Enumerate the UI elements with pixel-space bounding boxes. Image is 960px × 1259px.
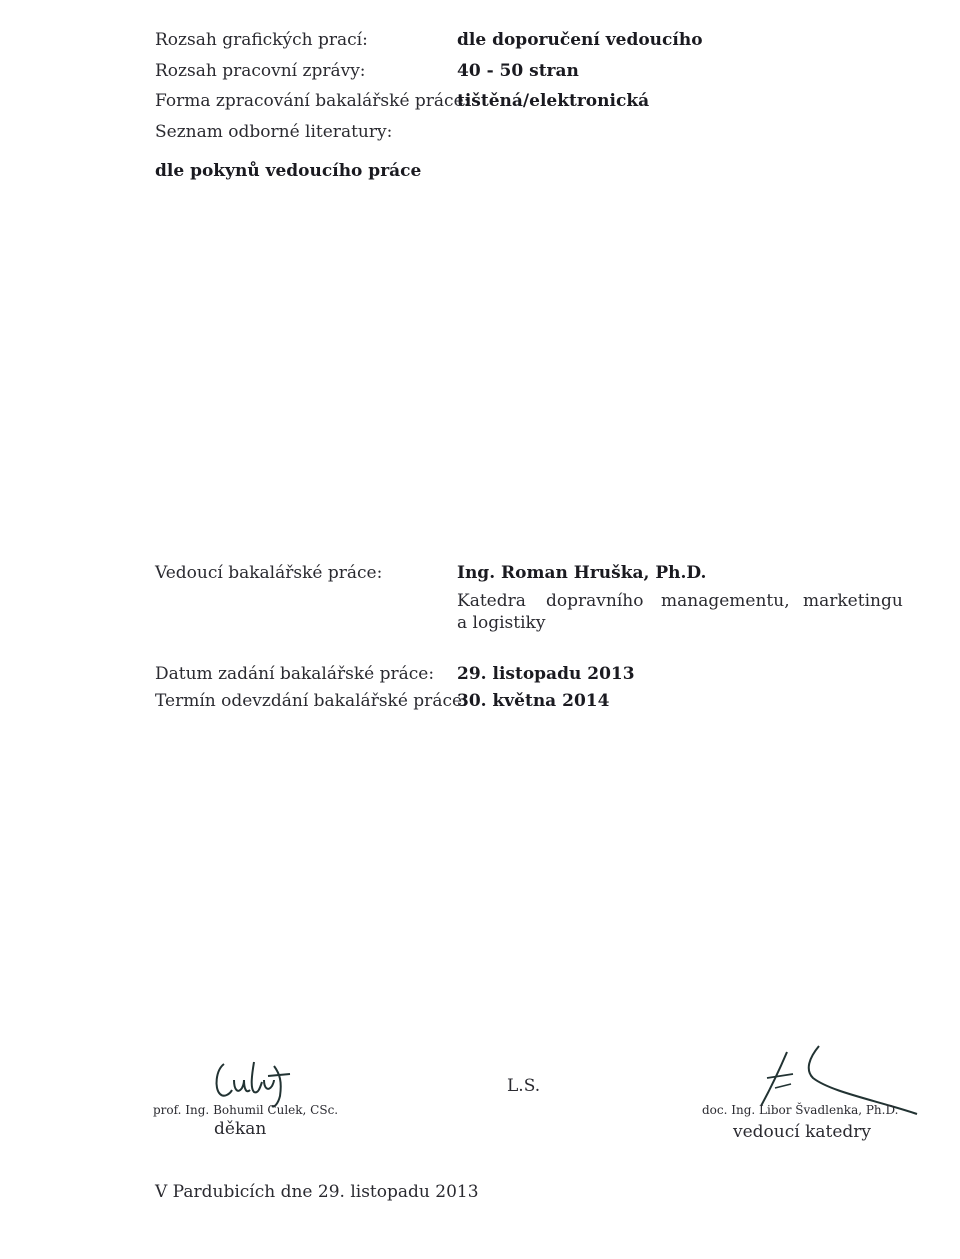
- label-deadline-date: Termín odevzdání bakalářské práce:: [155, 691, 468, 711]
- place-date: V Pardubicích dne 29. listopadu 2013: [155, 1182, 479, 1202]
- supervisor-department-word-2: dopravního: [546, 591, 644, 611]
- label-literature: Seznam odborné literatury:: [155, 122, 393, 142]
- value-report-scope: 40 - 50 stran: [457, 61, 579, 81]
- seal-placeholder: L.S.: [507, 1076, 541, 1096]
- literature-note: dle pokynů vedoucího práce: [155, 161, 422, 181]
- label-assigned-date: Datum zadání bakalářské práce:: [155, 664, 435, 684]
- head-title: vedoucí katedry: [733, 1122, 872, 1142]
- label-supervisor: Vedoucí bakalářské práce:: [155, 563, 383, 583]
- dean-signature: [210, 1052, 300, 1110]
- head-name: doc. Ing. Libor Švadlenka, Ph.D.: [702, 1103, 899, 1117]
- label-graphic-scope: Rozsah grafických prací:: [155, 30, 368, 50]
- supervisor-department-cont: a logistiky: [457, 613, 546, 633]
- supervisor-department-word-4: marketingu: [803, 591, 903, 611]
- deadline-date: 30. května 2014: [457, 691, 610, 711]
- supervisor-department-word-3: managementu,: [661, 591, 790, 611]
- supervisor-department-word-1: Katedra: [457, 591, 526, 611]
- assigned-date: 29. listopadu 2013: [457, 664, 635, 684]
- label-thesis-form: Forma zpracování bakalářské práce:: [155, 91, 470, 111]
- value-thesis-form: tištěná/elektronická: [457, 91, 650, 111]
- dean-name: prof. Ing. Bohumil Culek, CSc.: [153, 1103, 339, 1117]
- dean-title: děkan: [214, 1119, 267, 1139]
- supervisor-name: Ing. Roman Hruška, Ph.D.: [457, 563, 707, 583]
- label-report-scope: Rozsah pracovní zprávy:: [155, 61, 366, 81]
- value-graphic-scope: dle doporučení vedoucího: [457, 30, 703, 50]
